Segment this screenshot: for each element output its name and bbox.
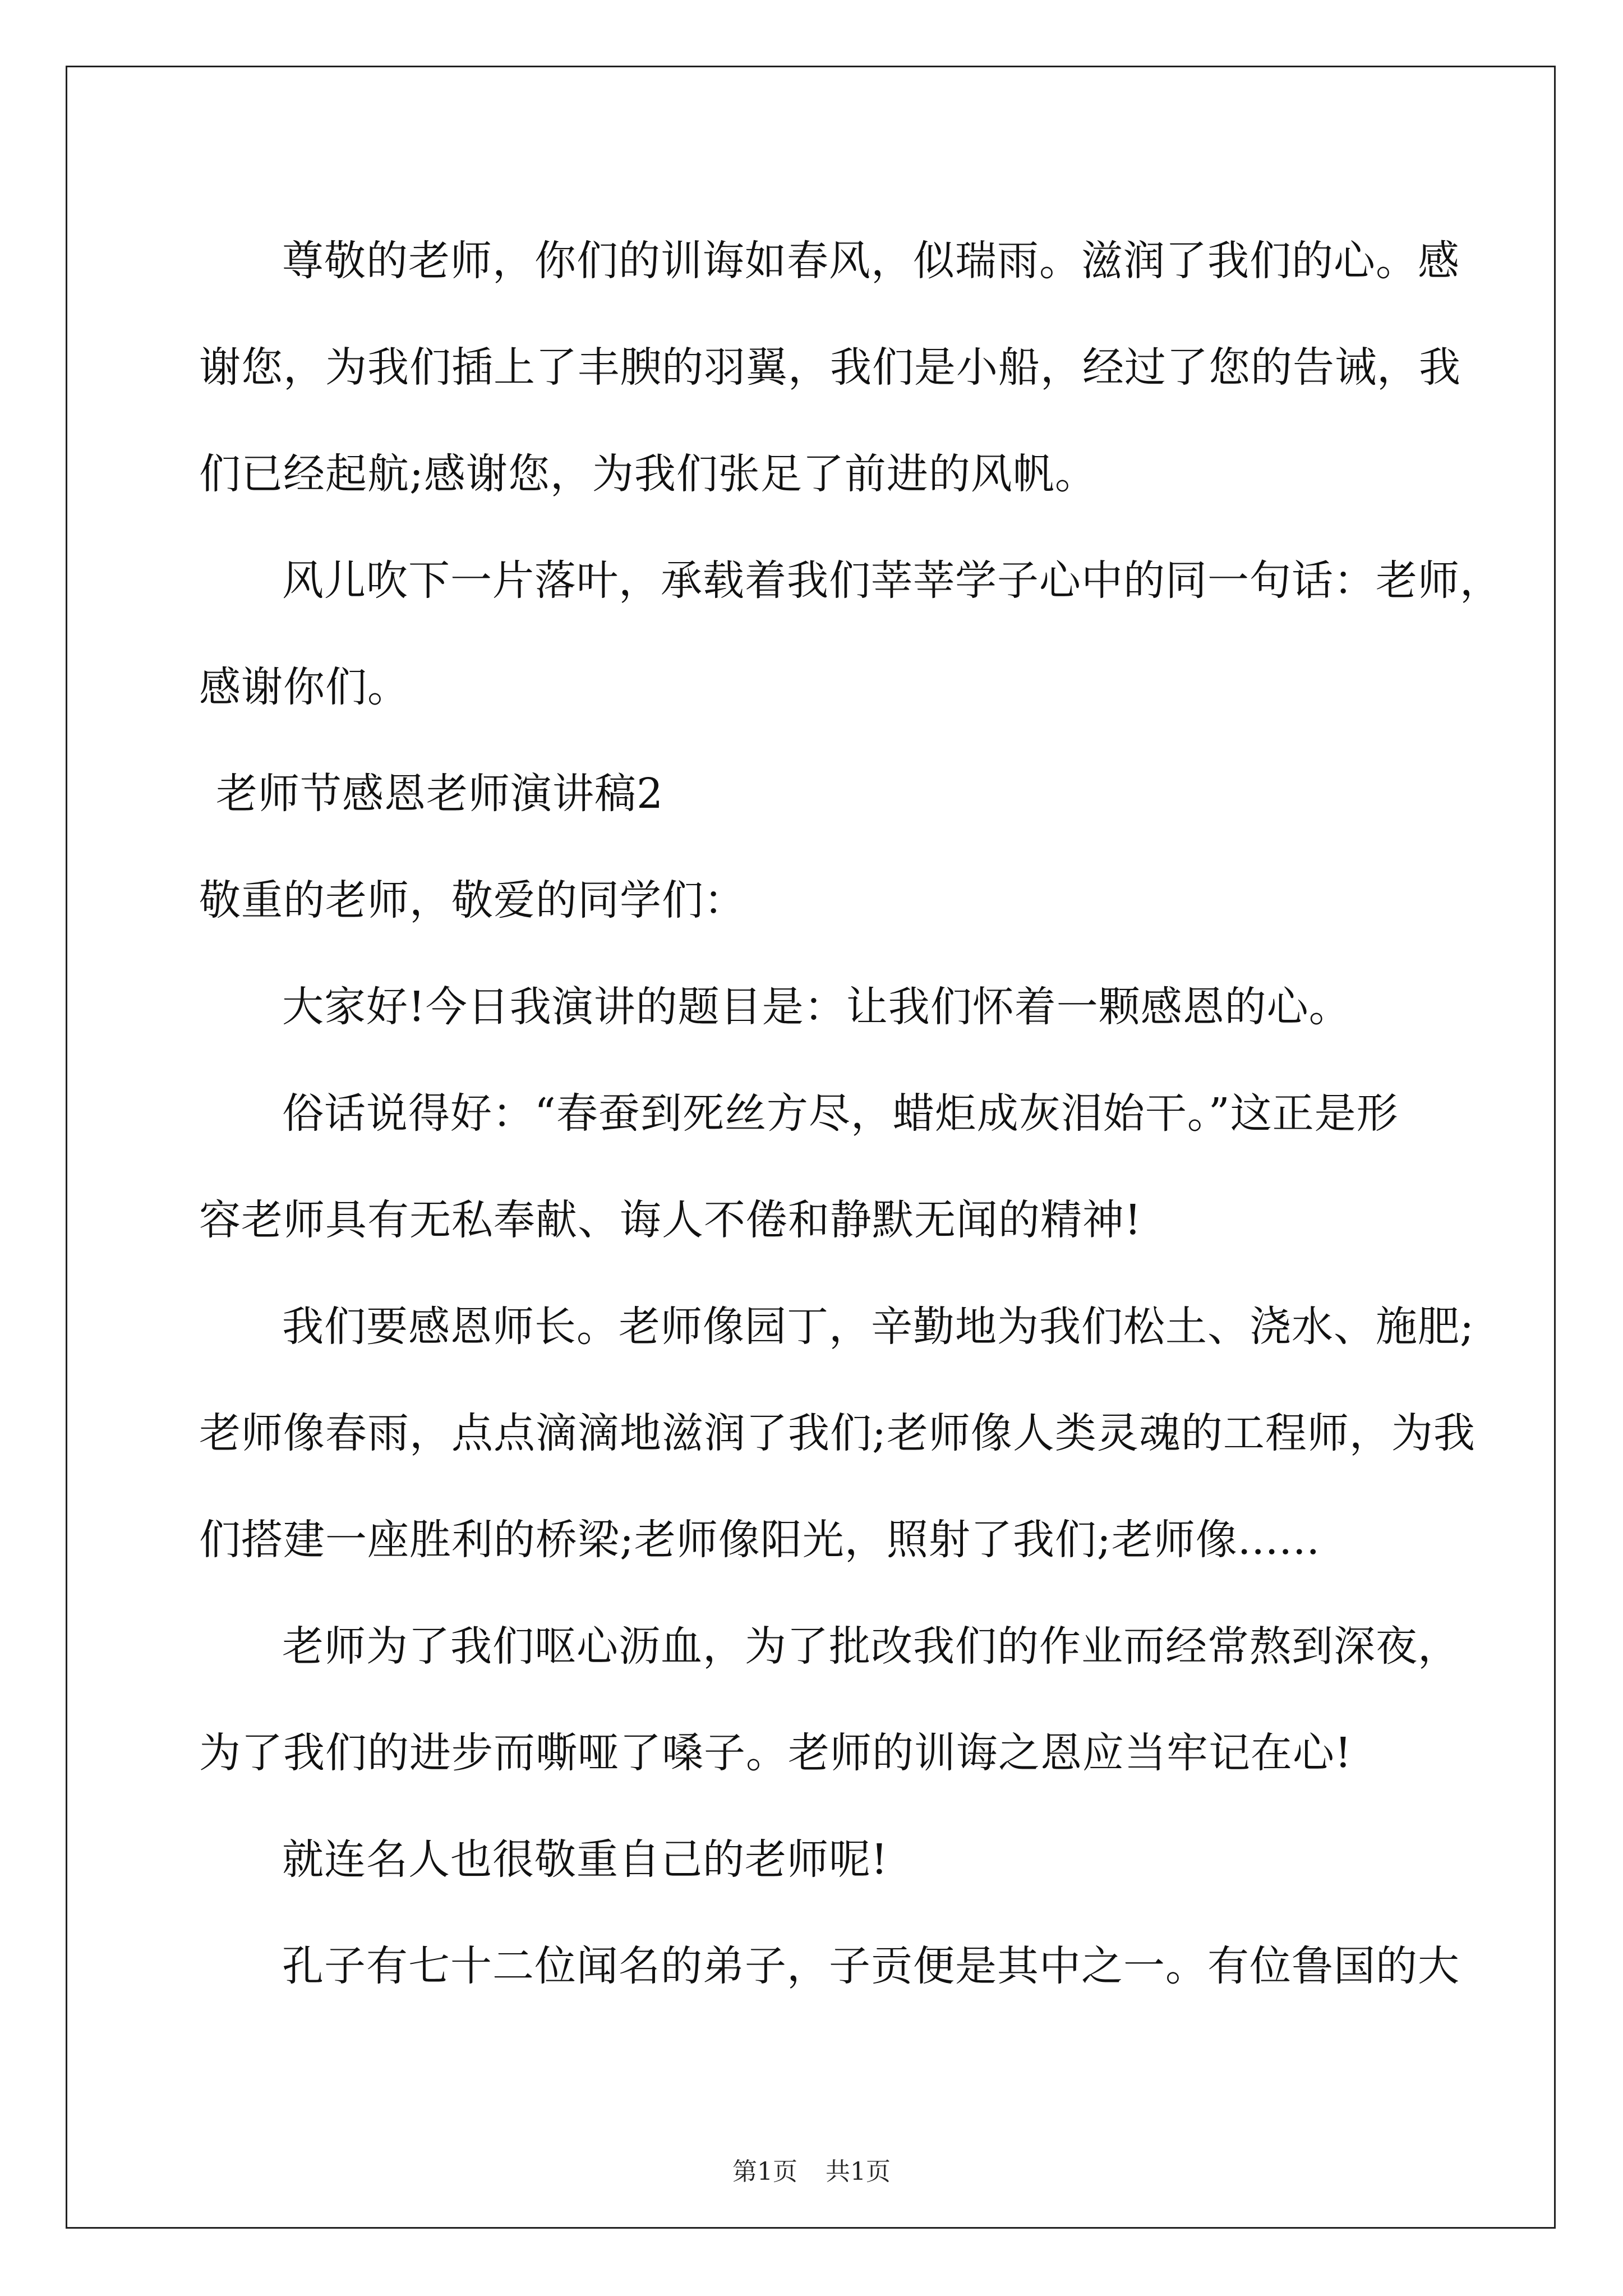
paragraph-line: 尊敬的老师，你们的训诲如春风，似瑞雨。滋润了我们的心。感 bbox=[282, 237, 1460, 285]
paragraph-line: 俗话说得好：“春蚕到死丝方尽，蜡炬成灰泪始干。”这正是形 bbox=[282, 1089, 1399, 1138]
page-footer bbox=[0, 2151, 1623, 2187]
paragraph-line: 们已经起航;感谢您，为我们张足了前进的风帆。 bbox=[199, 450, 1097, 498]
page-number: 第1页 bbox=[732, 2157, 797, 2186]
paragraph-line: 为了我们的进步而嘶哑了嗓子。老师的训诲之恩应当牢记在心! bbox=[199, 1729, 1352, 1777]
document-body bbox=[199, 208, 1502, 2019]
paragraph-line: 们搭建一座胜利的桥梁;老师像阳光，照射了我们;老师像...... bbox=[199, 1516, 1320, 1564]
paragraph-line: 容老师具有无私奉献、诲人不倦和静默无闻的精神! bbox=[199, 1196, 1142, 1244]
paragraph-line: 就连名人也很敬重自己的老师呢! bbox=[282, 1835, 888, 1884]
paragraph-line: 谢您，为我们插上了丰腴的羽翼，我们是小船，经过了您的告诫，我 bbox=[199, 343, 1461, 392]
paragraph-line: 老师像春雨，点点滴滴地滋润了我们;老师像人类灵魂的工程师，为我 bbox=[199, 1409, 1476, 1457]
paragraph-line: 大家好!今日我演讲的题目是：让我们怀着一颗感恩的心。 bbox=[282, 983, 1351, 1031]
paragraph-line: 风儿吹下一片落叶，承载着我们莘莘学子心中的同一句话：老师， bbox=[282, 556, 1502, 605]
paragraph-line: 孔子有七十二位闻名的弟子，子贡便是其中之一。有位鲁国的大 bbox=[282, 1942, 1460, 1990]
page-total: 共1页 bbox=[826, 2157, 891, 2186]
paragraph-line: 老师为了我们呕心沥血，为了批改我们的作业而经常熬到深夜， bbox=[282, 1622, 1460, 1671]
paragraph-line: 我们要感恩师长。老师像园丁，辛勤地为我们松土、浇水、施肥; bbox=[282, 1303, 1474, 1351]
salutation-line: 敬重的老师，敬爱的同学们： bbox=[199, 876, 746, 924]
section-title: 老师节感恩老师演讲稿2 bbox=[216, 770, 664, 818]
paragraph-line: 感谢你们。 bbox=[199, 663, 409, 711]
